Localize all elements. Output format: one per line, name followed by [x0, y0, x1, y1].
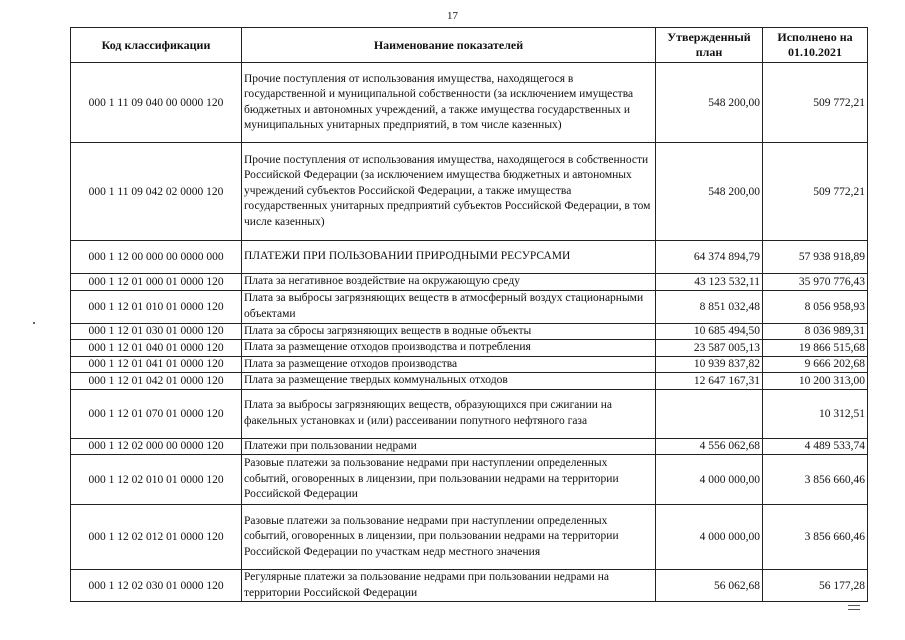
plan-cell: 548 200,00 [656, 143, 763, 241]
plan-cell: 12 647 167,31 [656, 373, 763, 390]
code-cell: 000 1 12 02 010 01 0000 120 [71, 455, 242, 505]
table-row [71, 438, 868, 455]
code-cell: 000 1 12 01 042 01 0000 120 [71, 373, 242, 390]
code-cell: 000 1 12 01 040 01 0000 120 [71, 340, 242, 357]
table-row [71, 323, 868, 340]
margin-mark [33, 322, 35, 324]
table-row [71, 274, 868, 291]
code-cell: 000 1 12 02 000 00 0000 120 [71, 438, 242, 455]
plan-cell: 4 000 000,00 [656, 455, 763, 505]
executed-cell: 3 856 660,46 [763, 455, 868, 505]
executed-cell: 509 772,21 [763, 63, 868, 143]
header-row [71, 28, 868, 63]
code-cell: 000 1 12 02 012 01 0000 120 [71, 505, 242, 570]
plan-cell: 8 851 032,48 [656, 290, 763, 323]
executed-cell: 56 177,28 [763, 570, 868, 602]
code-cell: 000 1 12 01 010 01 0000 120 [71, 290, 242, 323]
header-code: Код классификации [71, 28, 242, 63]
plan-cell: 10 685 494,50 [656, 323, 763, 340]
table-row [71, 340, 868, 357]
name-cell: ПЛАТЕЖИ ПРИ ПОЛЬЗОВАНИИ ПРИРОДНЫМИ РЕСУРСАМИ [242, 241, 656, 274]
table-row [71, 63, 868, 143]
budget-table [70, 27, 868, 602]
name-cell: Плата за размещение отходов производства [242, 356, 656, 373]
executed-cell: 10 200 313,00 [763, 373, 868, 390]
plan-cell: 4 000 000,00 [656, 505, 763, 570]
executed-cell: 10 312,51 [763, 389, 868, 438]
executed-cell: 8 056 958,93 [763, 290, 868, 323]
code-cell: 000 1 11 09 042 02 0000 120 [71, 143, 242, 241]
code-cell: 000 1 12 01 030 01 0000 120 [71, 323, 242, 340]
name-cell: Плата за негативное воздействие на окружающую среду [242, 274, 656, 291]
code-cell: 000 1 12 01 000 01 0000 120 [71, 274, 242, 291]
table-row [71, 356, 868, 373]
name-cell: Плата за выбросы загрязняющих веществ в атмосферный воздух стационарными объектами [242, 290, 656, 323]
executed-cell: 509 772,21 [763, 143, 868, 241]
executed-cell: 9 666 202,68 [763, 356, 868, 373]
table-row [71, 389, 868, 438]
code-cell: 000 1 12 01 041 01 0000 120 [71, 356, 242, 373]
code-cell: 000 1 12 01 070 01 0000 120 [71, 389, 242, 438]
name-cell: Прочие поступления от использования имущества, находящегося в государственной и муниципальной собственности (за исключением имущества бюджетных и автономных учреждений, а также имущества государственных и муниципальных унитарных предприятий, в том числе казенных) [242, 63, 656, 143]
code-cell: 000 1 11 09 040 00 0000 120 [71, 63, 242, 143]
header-plan: Утвержденный план [656, 28, 763, 63]
executed-cell: 3 856 660,46 [763, 505, 868, 570]
code-cell: 000 1 12 00 000 00 0000 000 [71, 241, 242, 274]
table-row [71, 290, 868, 323]
name-cell: Плата за размещение твердых коммунальных отходов [242, 373, 656, 390]
executed-cell: 19 866 515,68 [763, 340, 868, 357]
executed-cell: 4 489 533,74 [763, 438, 868, 455]
name-cell: Плата за выбросы загрязняющих веществ, образующихся при сжигании на факельных установках и (или) рассеивании попутного нефтяного газа [242, 389, 656, 438]
plan-cell: 56 062,68 [656, 570, 763, 602]
plan-cell: 23 587 005,13 [656, 340, 763, 357]
table-row [71, 241, 868, 274]
code-cell: 000 1 12 02 030 01 0000 120 [71, 570, 242, 602]
table-row [71, 455, 868, 505]
table-row [71, 570, 868, 602]
table-row [71, 373, 868, 390]
plan-cell: 10 939 837,82 [656, 356, 763, 373]
executed-cell: 8 036 989,31 [763, 323, 868, 340]
executed-cell: 35 970 776,43 [763, 274, 868, 291]
plan-cell: 43 123 532,11 [656, 274, 763, 291]
name-cell: Разовые платежи за пользование недрами при наступлении определенных событий, оговоренных в лицензии, при пользовании недрами на территории Российской Федерации [242, 455, 656, 505]
name-cell: Плата за сбросы загрязняющих веществ в водные объекты [242, 323, 656, 340]
corner-mark [848, 605, 860, 610]
plan-cell: 64 374 894,79 [656, 241, 763, 274]
name-cell: Прочие поступления от использования имущества, находящегося в собственности Российской Федерации (за исключением имущества бюджетных и автономных учреждений субъектов Российской Федерации, а также имущества государственных унитарных предприятий субъектов Российской Федерации, в том числе казенных) [242, 143, 656, 241]
plan-cell [656, 389, 763, 438]
name-cell: Регулярные платежи за пользование недрами при пользовании недрами на территории Российской Федерации [242, 570, 656, 602]
plan-cell: 548 200,00 [656, 63, 763, 143]
name-cell: Разовые платежи за пользование недрами при наступлении определенных событий, оговоренных в лицензии, при пользовании недрами на территории Российской Федерации по участкам недр местного значения [242, 505, 656, 570]
table-body [71, 63, 868, 602]
page-number: 17 [447, 10, 458, 22]
plan-cell: 4 556 062,68 [656, 438, 763, 455]
header-name: Наименование показателей [242, 28, 656, 63]
executed-cell: 57 938 918,89 [763, 241, 868, 274]
header-executed: Исполнено на 01.10.2021 [763, 28, 868, 63]
name-cell: Плата за размещение отходов производства и потребления [242, 340, 656, 357]
table-row [71, 505, 868, 570]
name-cell: Платежи при пользовании недрами [242, 438, 656, 455]
table-row [71, 143, 868, 241]
